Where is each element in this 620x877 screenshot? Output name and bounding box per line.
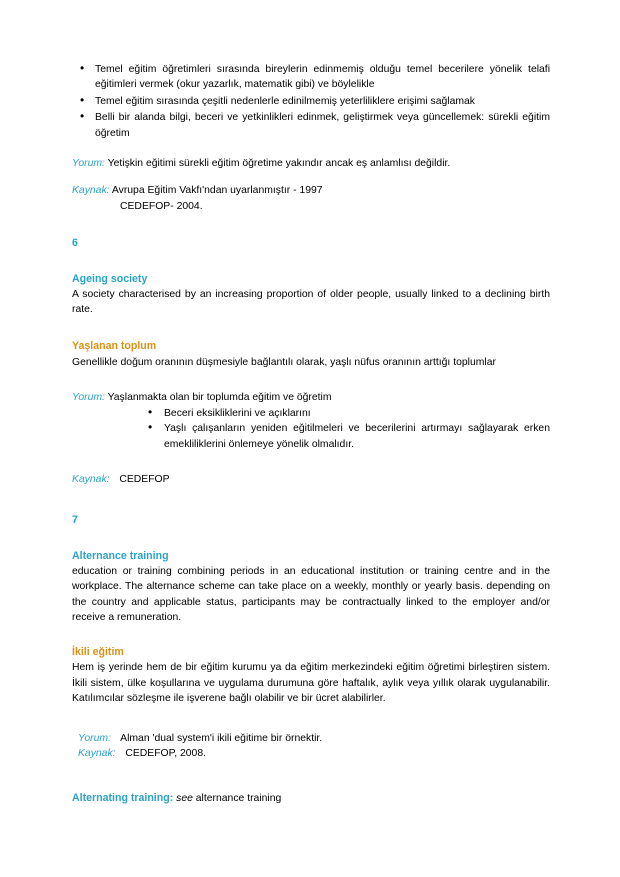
entry-number: 6 [72, 237, 78, 250]
source-label: Kaynak: [78, 747, 116, 759]
entry-number-6 [72, 236, 550, 251]
cross-reference [72, 791, 550, 806]
entry-7-source [72, 746, 550, 761]
entry-6-term-tr [72, 339, 550, 354]
page-content [72, 62, 550, 807]
entry-6-term-en [72, 272, 550, 287]
cross-ref-see: see [176, 793, 193, 805]
list-item: • Yaşlı çalışanların yeniden eğitilmeleri ve becerilerini artırmayı sağlayarak erken emekliliklerini önlemeye yönelik olmalıdır. [144, 421, 550, 452]
note-text: Yetişkin eğitimi sürekli eğitim öğretime yakındır ancak eş anlamlısı değildir. [107, 158, 451, 170]
entry-6-definition-tr: Genellikle doğum oranının düşmesiyle bağlantılı olarak, yaşlı nüfus oranının arttığı toplumlar [72, 356, 496, 368]
term-turkish: Yaşlanan toplum [72, 340, 157, 353]
spacer [72, 252, 550, 272]
list-item: • Temel eğitim öğretimleri sırasında bireylerin edinmemiş olduğu temel becerilere yönelik telafi eğitimleri vermek (okur yazarlık, matematik gibi) ve böylelikle [72, 62, 550, 93]
spacer [72, 761, 550, 791]
note-label: Yorum: [78, 732, 111, 744]
term-english: Alternance training [72, 549, 169, 562]
top-note [72, 156, 550, 171]
cross-ref-term: Alternating training: [72, 792, 174, 805]
spacer [72, 317, 550, 339]
source-text: CEDEFOP, 2008. [125, 747, 206, 759]
entry-number: 7 [72, 514, 78, 527]
note-label: Yorum: [72, 392, 105, 404]
spacer [72, 142, 550, 156]
top-bullet-list [72, 62, 550, 141]
spacer [72, 171, 550, 183]
source-label: Kaynak: [72, 185, 110, 197]
entry-6-note-bullets [72, 406, 550, 452]
entry-6-source [72, 472, 550, 487]
note-text: Yaşlanmakta olan bir toplumda eğitim ve öğretim [107, 392, 332, 404]
top-source-line2: CEDEFOP- 2004. [120, 200, 203, 212]
entry-7-term-en [72, 549, 550, 564]
entry-6-definition-en: A society characterised by an increasing proportion of older people, usually linked to a declining birth rate. [72, 289, 550, 316]
top-source [72, 183, 550, 198]
entry-7-definition-en: education or training combining periods in an educational institution or training centre and in the workplace. The alternance scheme can take place on a weekly, monthly or yearly basis. depending on the country and applicable status, participants may be contractually linked to the employer and/or receive a remuneration. [72, 566, 550, 623]
spacer [72, 529, 550, 549]
spacer [72, 707, 550, 731]
spacer [72, 452, 550, 472]
term-turkish: İkili eğitim [72, 645, 124, 658]
source-label: Kaynak: [72, 473, 110, 485]
note-label: Yorum: [72, 158, 105, 170]
entry-number-7 [72, 513, 550, 528]
spacer [72, 625, 550, 645]
list-item: • Temel eğitim sırasında çeşitli nedenlerle edinilmemiş yeterliliklere erişimi sağlamak [72, 94, 550, 109]
term-english: Ageing society [72, 272, 148, 285]
list-item: • Beceri eksikliklerini ve açıklarını [144, 406, 550, 421]
cross-ref-target: alternance training [195, 793, 282, 805]
note-text: Alman 'dual system'i ikili eğitime bir örnektir. [120, 732, 323, 744]
entry-7-note [72, 731, 550, 746]
entry-6-note [72, 390, 550, 405]
spacer [72, 487, 550, 513]
list-item: • Belli bir alanda bilgi, beceri ve yetkinlikleri edinmek, geliştirmek veya güncellemek: sürekli eğitim öğretim [72, 110, 550, 141]
entry-7-term-tr [72, 645, 550, 660]
source-text: CEDEFOP [119, 473, 170, 485]
spacer [72, 370, 550, 390]
source-text: Avrupa Eğitim Vakfı'ndan uyarlanmıştır - 1997 [111, 185, 323, 197]
spacer [72, 214, 550, 236]
entry-7-definition-tr: Hem iş yerinde hem de bir eğitim kurumu ya da eğitim merkezindeki eğitim öğretimi birleştiren sistem. İkili sistem, ülke koşullarına ve uygulama durumuna göre haftalık, aylık veya yıllık olarak uygulanabilir. Katılımcılar sözleşme ile işverene bağlı olabilir ve bir ücret alabilirler. [72, 662, 550, 705]
